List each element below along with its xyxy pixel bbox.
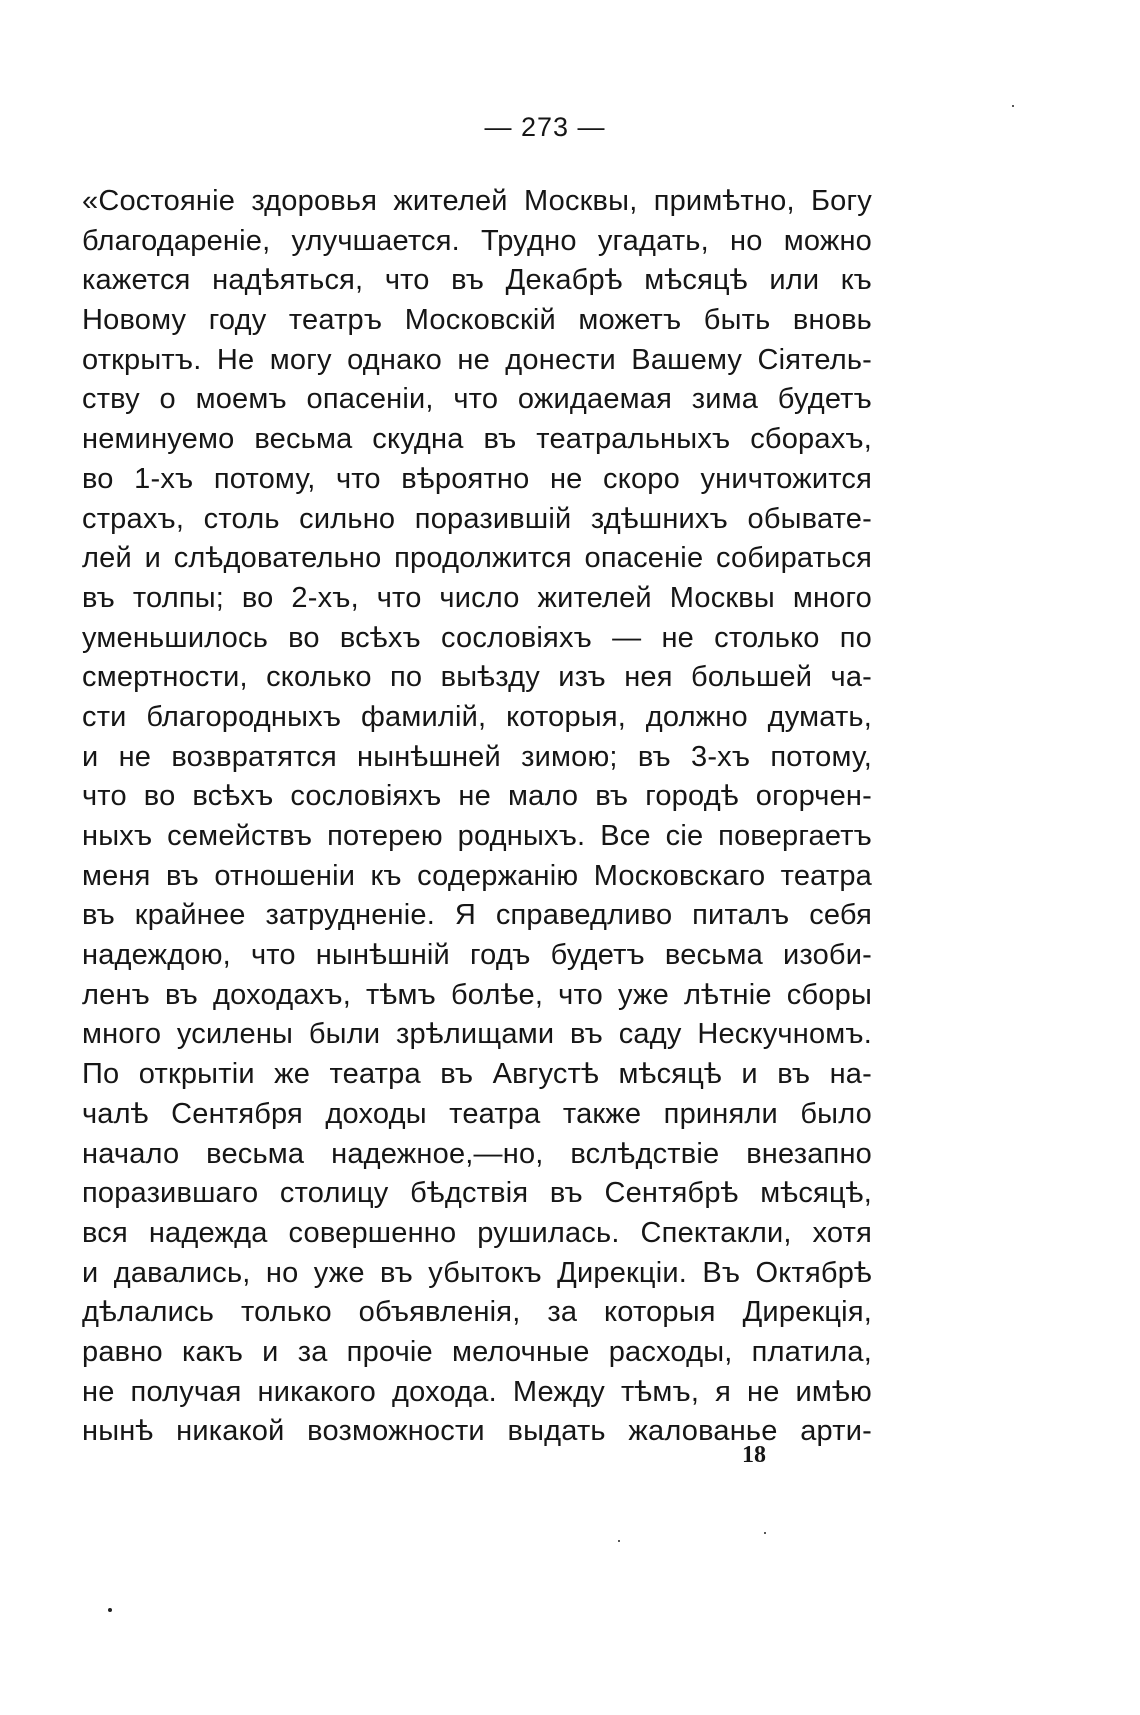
text-line: и давались, но уже въ убытокъ Дирекцiи. Въ Октябрѣ <box>82 1256 872 1289</box>
text-line: надеждою, что нынѣшнiй годъ будетъ весьма изоби- <box>82 939 872 972</box>
text-line: не получая никакого дохода. Между тѣмъ, я не имѣю <box>82 1375 872 1408</box>
text-line: нынѣ никакой возможности выдать жалованье арти- <box>82 1415 872 1448</box>
text-line: открытъ. Не могу однако не донести Вашему Сiятель- <box>82 343 872 376</box>
text-line: смертности, сколько по выѣзду изъ нея большей ча- <box>82 661 872 694</box>
text-line: чалѣ Сентября доходы театра также приняли было <box>82 1097 872 1130</box>
text-line: благодаренiе, улучшается. Трудно угадать, но можно <box>82 224 872 257</box>
text-line: въ толпы; во 2-хъ, что число жителей Москвы много <box>82 581 872 614</box>
text-line: много усилены были зрѣлищами въ саду Нескучномъ. <box>82 1018 872 1051</box>
text-line: неминуемо весьма скудна въ театральныхъ сборахъ, <box>82 423 872 456</box>
text-line: начало весьма надежное,—но, вслѣдствiе внезапно <box>82 1137 872 1170</box>
text-line: и не возвратятся нынѣшней зимою; въ 3-хъ потому, <box>82 740 872 773</box>
text-line: По открытiи же театра въ Августѣ мѣсяцѣ и въ на- <box>82 1058 872 1091</box>
text-line: въ крайнее затрудненiе. Я справедливо питалъ себя <box>82 899 872 932</box>
text-line: ству о моемъ опасенiи, что ожидаемая зима будетъ <box>82 383 872 416</box>
text-line: кажется надѣяться, что въ Декабрѣ мѣсяцѣ или къ <box>82 264 872 297</box>
body-text <box>82 182 872 1452</box>
text-line: во 1-хъ потому, что вѣроятно не скоро уничтожится <box>82 462 872 495</box>
text-line: поразившаго столицу бѣдствiя въ Сентябрѣ мѣсяцѣ, <box>82 1177 872 1210</box>
text-line: равно какъ и за прочiе мелочные расходы, платила, <box>82 1335 872 1368</box>
text-line: лей и слѣдовательно продолжится опасенiе собираться <box>82 542 872 575</box>
text-line: сти благородныхъ фамилiй, которыя, должно думать, <box>82 700 872 733</box>
text-line: Новому году театръ Московскiй можетъ быть вновь <box>82 304 872 337</box>
text-line: страхъ, столь сильно поразившiй здѣшнихъ обывате- <box>82 502 872 535</box>
signature-mark: 18 <box>742 1442 766 1468</box>
text-line: уменьшилось во всѣхъ сословiяхъ — не столько по <box>82 621 872 654</box>
text-line: «Состоянiе здоровья жителей Москвы, примѣтно, Богу <box>82 185 872 217</box>
print-speck <box>764 1532 766 1534</box>
text-line: вся надежда совершенно рушилась. Спектакли, хотя <box>82 1216 872 1249</box>
text-line: ныхъ семействъ потерею родныхъ. Все сiе повергаетъ <box>82 820 872 852</box>
print-speck <box>1012 105 1014 107</box>
text-line: дѣлались только объявленiя, за которыя Дирекцiя, <box>82 1296 872 1329</box>
text-line: меня въ отношенiи къ содержанiю Московскаго театра <box>82 859 872 892</box>
page-number: — 273 — <box>484 112 606 142</box>
text-line: ленъ въ доходахъ, тѣмъ болѣе, что уже лѣтнiе сборы <box>82 978 872 1011</box>
text-line: что во всѣхъ сословiяхъ не мало въ городѣ огорчен- <box>82 780 872 813</box>
print-speck <box>108 1608 112 1612</box>
print-speck <box>618 1540 620 1542</box>
